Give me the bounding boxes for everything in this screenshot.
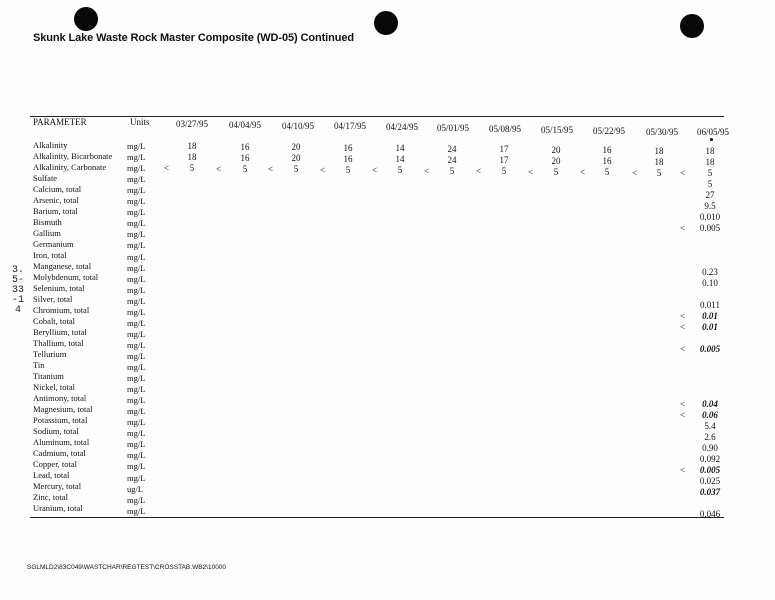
less-than-symbol: < [680, 223, 686, 233]
table-cell-value: 20 [551, 156, 561, 166]
unit-label: mg/L [127, 395, 146, 405]
table-cell-value: 20 [291, 142, 301, 152]
header-units: Units [130, 117, 150, 127]
parameter-label: Alkalinity, Carbonate [33, 162, 107, 172]
unit-label: mg/L [127, 351, 146, 361]
unit-label: ug/L [127, 484, 144, 494]
table-bottom-rule [30, 517, 724, 518]
unit-label: mg/L [127, 362, 146, 372]
parameter-label: Gallium [33, 228, 61, 238]
less-than-symbol: < [680, 344, 686, 354]
less-than-symbol: < [680, 465, 686, 475]
table-cell-value: 0.010 [699, 212, 721, 222]
less-than-symbol: < [424, 166, 430, 176]
parameter-label: Potassium, total [33, 415, 88, 425]
table-cell-value: 18 [654, 157, 664, 167]
unit-label: mg/L [127, 329, 146, 339]
parameter-label: Tin [33, 360, 45, 370]
unit-label: mg/L [127, 174, 146, 184]
less-than-symbol: < [476, 166, 482, 176]
table-cell-value: 0.10 [702, 278, 718, 288]
table-cell-value: 18 [705, 157, 715, 167]
table-cell-value: 0.005 [699, 344, 721, 354]
parameter-label: Lead, total [33, 470, 70, 480]
parameter-label: Antimony, total [33, 393, 87, 403]
parameter-label: Magnesium, total [33, 404, 93, 414]
header-date: 05/22/95 [593, 126, 626, 136]
table-cell-value: 5 [242, 164, 248, 174]
parameter-label: Thallium, total [33, 338, 84, 348]
side-label: 3.5-33-14 [11, 265, 24, 316]
parameter-label: Zinc, total [33, 492, 68, 502]
unit-label: mg/L [127, 152, 146, 162]
table-cell-value: 0.23 [702, 267, 718, 277]
table-cell-value: 0.005 [699, 223, 721, 233]
less-than-symbol: < [216, 164, 222, 174]
table-cell-value: 16 [343, 154, 353, 164]
parameter-label: Bismuth [33, 217, 62, 227]
unit-label: mg/L [127, 285, 146, 295]
unit-label: mg/L [127, 274, 146, 284]
table-cell-value: 16 [240, 142, 250, 152]
punch-hole-center [374, 11, 398, 35]
table-cell-value: 5 [449, 166, 455, 176]
parameter-label: Aluminum, total [33, 437, 90, 447]
parameter-label: Chromium, total [33, 305, 90, 315]
table-cell-value: 24 [447, 155, 457, 165]
table-cell-value: 16 [240, 153, 250, 163]
unit-label: mg/L [127, 506, 146, 516]
table-cell-value: 5 [345, 165, 351, 175]
header-date: 06/05/95 [697, 127, 730, 137]
table-cell-value: 9.5 [704, 201, 716, 211]
unit-label: mg/L [127, 318, 146, 328]
header-date: 04/04/95 [229, 120, 262, 130]
parameter-label: Alkalinity, Bicarbonate [33, 151, 113, 161]
table-cell-value: 27 [705, 190, 715, 200]
table-cell-value: 5 [604, 167, 610, 177]
unit-label: mg/L [127, 450, 146, 460]
less-than-symbol: < [164, 163, 170, 173]
header-date: 04/10/95 [282, 121, 315, 131]
less-than-symbol: < [680, 410, 686, 420]
unit-label: mg/L [127, 141, 146, 151]
table-cell-value: 5 [656, 168, 662, 178]
less-than-symbol: < [680, 322, 686, 332]
parameter-label: Iron, total [33, 250, 67, 260]
table-cell-value: 5 [397, 165, 403, 175]
parameter-label: Arsenic, total [33, 195, 79, 205]
table-cell-value: 20 [551, 145, 561, 155]
unit-label: mg/L [127, 163, 146, 173]
header-date: 03/27/95 [176, 119, 209, 129]
unit-label: mg/L [127, 252, 146, 262]
parameter-label: Silver, total [33, 294, 73, 304]
header-date: 05/30/95 [646, 127, 679, 137]
table-cell-value: 0.90 [702, 443, 718, 453]
table-cell-value: 0.011 [700, 300, 720, 310]
less-than-symbol: < [680, 168, 686, 178]
table-cell-value: 0.025 [699, 476, 721, 486]
unit-label: mg/L [127, 196, 146, 206]
table-cell-value: 5 [553, 167, 559, 177]
table-cell-value: 14 [395, 154, 405, 164]
document-title: Skunk Lake Waste Rock Master Composite (WD-05) Continued [33, 32, 354, 44]
parameter-label: Nickel, total [33, 382, 76, 392]
table-cell-value: 16 [602, 145, 612, 155]
table-cell-value: 0.06 [702, 410, 718, 420]
table-cell-value: 5 [189, 163, 195, 173]
unit-label: mg/L [127, 428, 146, 438]
table-cell-value: 0.01 [702, 311, 718, 321]
less-than-symbol: < [580, 167, 586, 177]
header-date: 04/24/95 [386, 122, 419, 132]
table-cell-value: 18 [187, 152, 197, 162]
parameter-label: Tellurium [33, 349, 67, 359]
parameter-label: Manganese, total [33, 261, 92, 271]
table-cell-value: 2.6 [704, 432, 716, 442]
unit-label: mg/L [127, 218, 146, 228]
header-date: 05/01/95 [437, 123, 470, 133]
table-cell-value: 0.005 [699, 465, 721, 475]
table-cell-value: 5 [293, 164, 299, 174]
header-parameter: PARAMETER [33, 117, 87, 127]
table-cell-value: 17 [499, 155, 509, 165]
less-than-symbol: < [680, 311, 686, 321]
parameter-label: Titanium [33, 371, 64, 381]
table-cell-value: 0.037 [699, 487, 721, 497]
parameter-label: Germanium [33, 239, 74, 249]
table-cell-value: 20 [291, 153, 301, 163]
punch-hole-right [680, 14, 704, 38]
less-than-symbol: < [632, 168, 638, 178]
less-than-symbol: < [680, 399, 686, 409]
parameter-label: Molybdenum, total [33, 272, 99, 282]
parameter-label: Selenium, total [33, 283, 85, 293]
parameter-label: Barium, total [33, 206, 78, 216]
table-cell-value: 14 [395, 143, 405, 153]
table-cell-value: 5 [501, 166, 507, 176]
unit-label: mg/L [127, 340, 146, 350]
table-cell-value: 16 [343, 143, 353, 153]
less-than-symbol: < [268, 164, 274, 174]
parameter-label: Calcium, total [33, 184, 82, 194]
header-date: 05/15/95 [541, 125, 574, 135]
parameter-label: Cadmium, total [33, 448, 86, 458]
table-cell-value: 5 [707, 179, 713, 189]
unit-label: mg/L [127, 461, 146, 471]
unit-label: mg/L [127, 207, 146, 217]
unit-label: mg/L [127, 406, 146, 416]
table-cell-value: 0.046 [699, 509, 721, 519]
table-cell-value: 0.01 [702, 322, 718, 332]
unit-label: mg/L [127, 185, 146, 195]
unit-label: mg/L [127, 373, 146, 383]
punch-hole-left [74, 7, 98, 31]
table-cell-value: 18 [705, 146, 715, 156]
unit-label: mg/L [127, 495, 146, 505]
parameter-label: Copper, total [33, 459, 78, 469]
parameter-label: Mercury, total [33, 481, 82, 491]
table-cell-value: 0.04 [702, 399, 718, 409]
header-date: 05/08/95 [489, 124, 522, 134]
unit-label: mg/L [127, 296, 146, 306]
table-cell-value: 18 [654, 146, 664, 156]
unit-label: mg/L [127, 263, 146, 273]
header-mark [710, 138, 713, 141]
table-cell-value: 18 [187, 141, 197, 151]
unit-label: mg/L [127, 307, 146, 317]
parameter-label: Cobalt, total [33, 316, 76, 326]
parameter-label: Beryllium, total [33, 327, 87, 337]
parameter-label: Sulfate [33, 173, 58, 183]
table-cell-value: 5.4 [704, 421, 716, 431]
less-than-symbol: < [320, 165, 326, 175]
table-cell-value: 5 [707, 168, 713, 178]
parameter-label: Uranium, total [33, 503, 83, 513]
table-cell-value: 16 [602, 156, 612, 166]
table-cell-value: 0.092 [699, 454, 721, 464]
unit-label: mg/L [127, 439, 146, 449]
table-cell-value: 17 [499, 144, 509, 154]
parameter-label: Alkalinity [33, 140, 68, 150]
unit-label: mg/L [127, 417, 146, 427]
unit-label: mg/L [127, 240, 146, 250]
file-path-footer: SGLMLD2\83C049\WASTCHAR\REGTEST\CROSSTAB.WB2\10000 [27, 564, 227, 571]
parameter-label: Sodium, total [33, 426, 79, 436]
unit-label: mg/L [127, 473, 146, 483]
less-than-symbol: < [528, 167, 534, 177]
less-than-symbol: < [372, 165, 378, 175]
table-cell-value: 24 [447, 144, 457, 154]
unit-label: mg/L [127, 229, 146, 239]
unit-label: mg/L [127, 384, 146, 394]
header-date: 04/17/95 [334, 121, 367, 131]
